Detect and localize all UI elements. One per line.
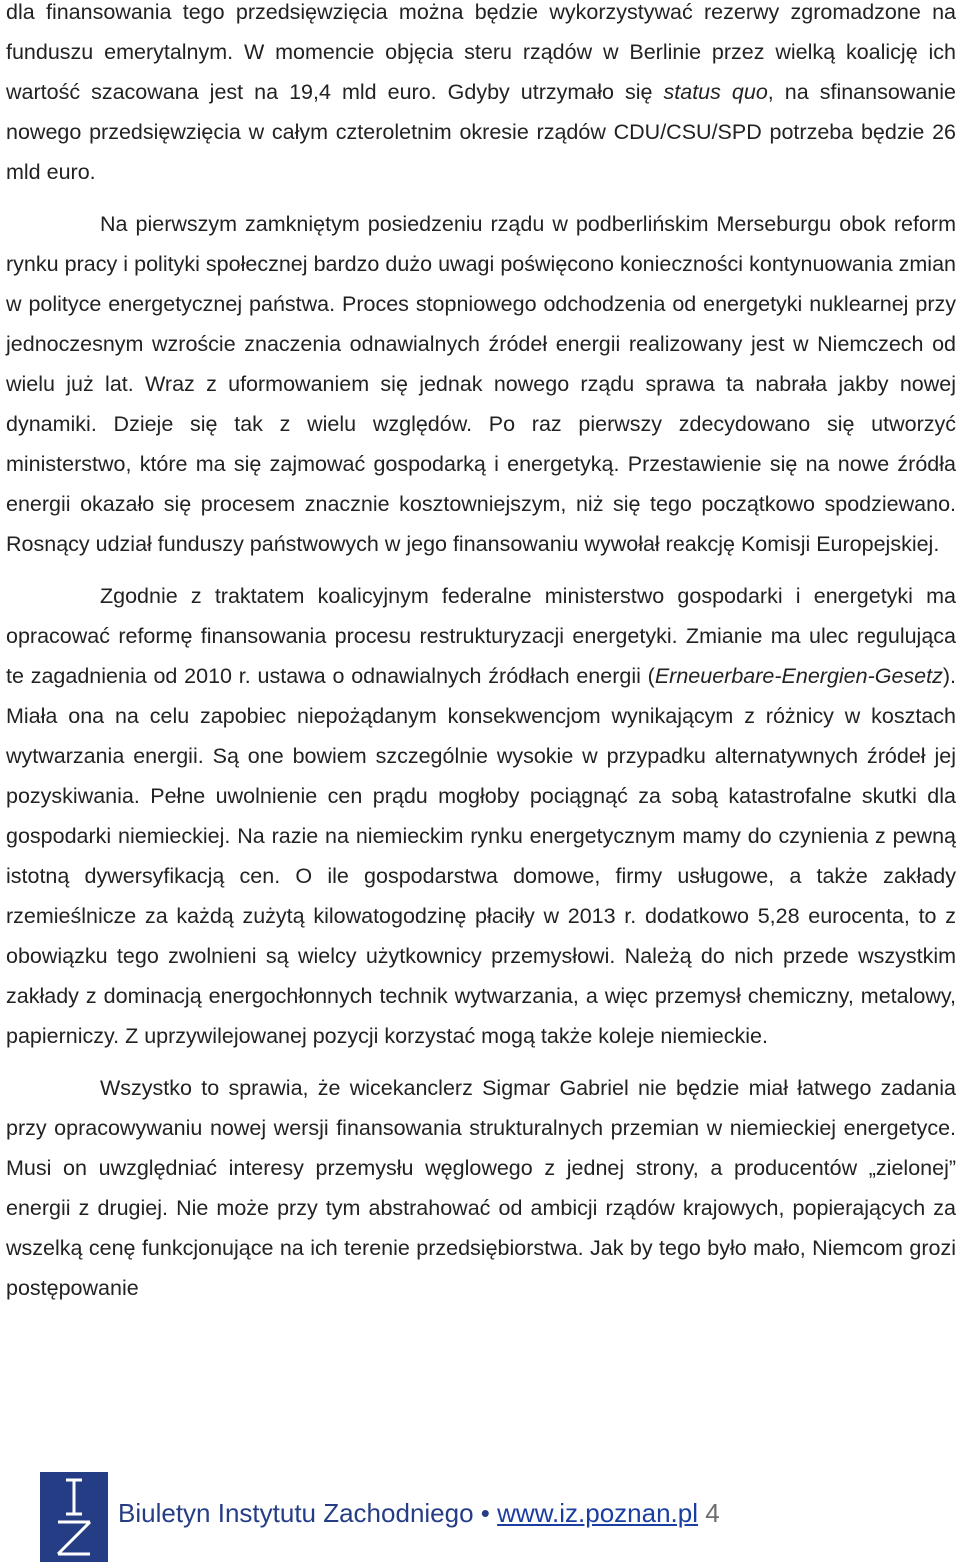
- paragraph-1-tail: , na sfinansowanie nowego przedsięwzięcia w całym czteroletnim okresie rządów CDU/CSU/SPD potrzeba będzie 26 mld euro.: [6, 80, 956, 184]
- institute-logo: [40, 1472, 108, 1562]
- footer-caption: [118, 1498, 720, 1529]
- article-body: [6, 0, 956, 1308]
- paragraph-4: Wszystko to sprawia, że wicekanclerz Sigmar Gabriel nie będzie miał łatwego zadania przy opracowywaniu nowej wersji finansowania strukturalnych przemian w niemieckiej energetyce. Musi on uwzględniać interesy przemysłu węglowego z jednej strony, a producentów „zielonej” energii z drugiej. Nie może przy tym abstrahować od ambicji rządów krajowych, popierających za wszelką cenę funkcjonujące na ich terenie przedsiębiorstwa. Jak by tego było mało, Niemcom grozi postępowanie: [6, 1076, 956, 1300]
- separator-bullet: •: [480, 1498, 490, 1528]
- paragraph-1-italic: status quo: [663, 80, 768, 104]
- iz-monogram-icon: [40, 1472, 108, 1562]
- publication-title: Biuletyn Instytutu Zachodniego: [118, 1498, 474, 1528]
- paragraph-3-tail: ). Miała ona na celu zapobiec niepożądanym konsekwencjom wynikającym z różnicy w kosztach wytwarzania energii. Są one bowiem szczególnie wysokie w przypadku alternatywnych źródeł jej pozyskiwania. Pełne uwolnienie cen prądu mogłoby pociągnąć za sobą katastrofalne skutki dla gospodarki niemieckiej. Na razie na niemieckim rynku energetycznym mamy do czynienia z pewną istotną dywersyfikacją cen. O ile gospodarstwa domowe, firmy usługowe, a także zakłady rzemieślnicze za każdą zużytą kilowatogodzinę płaciły w 2013 r. dodatkowo 5,28 eurocenta, to z obowiązku tego zwolnieni są wielcy użytkownicy przemysłowi. Należą do nich przede wszystkim zakłady z dominacją energochłonnych technik wytwarzania, a więc przemysł chemiczny, metalowy, papierniczy. Z uprzywilejowanej pozycji korzystać mogą także koleje niemieckie.: [6, 664, 956, 1048]
- paragraph-1: [6, 0, 956, 192]
- paragraph-2: Na pierwszym zamkniętym posiedzeniu rządu w podberlińskim Merseburgu obok reform rynku pracy i polityki społecznej bardzo dużo uwagi poświęcono konieczności kontynuowania zmian w polityce energetycznej państwa. Proces stopniowego odchodzenia od energetyki nuklearnej przy jednoczesnym wzroście znaczenia odnawialnych źródeł energii realizowany jest w Niemczech od wielu już lat. Wraz z uformowaniem się jednak nowego rządu sprawa ta nabrała jakby nowej dynamiki. Dzieje się tak z wielu względów. Po raz pierwszy zdecydowano się utworzyć ministerstwo, które ma się zajmować gospodarką i energetyką. Przestawienie się na nowe źródła energii okazało się procesem znacznie kosztowniejszym, niż się tego początkowo spodziewano. Rosnący udział funduszy państwowych w jego finansowaniu wywołał reakcję Komisji Europejskiej.: [6, 212, 956, 556]
- paragraph-3-italic: Erneuerbare-Energien-Gesetz: [654, 664, 943, 688]
- paragraph-3-head: Zgodnie z traktatem koalicyjnym federalne ministerstwo gospodarki i energetyki ma opracować reformę finansowania procesu restrukturyzacji energetyki. Zmianie ma ulec regulująca te zagadnienia od 2010 r. ustawa o odnawialnych źródłach energii (: [6, 584, 956, 688]
- paragraph-3: [6, 576, 956, 1056]
- page-number: 4: [705, 1498, 720, 1528]
- page-footer: [0, 1468, 960, 1565]
- paragraph-1-text: dla finansowania tego przedsięwzięcia można będzie wykorzystywać rezerwy zgromadzone na funduszu emerytalnym. W momencie objęcia steru rządów w Berlinie przez wielką koalicję ich wartość szacowana jest na 19,4 mld euro. Gdyby utrzymało się: [6, 0, 956, 104]
- website-link[interactable]: www.iz.poznan.pl: [497, 1498, 699, 1528]
